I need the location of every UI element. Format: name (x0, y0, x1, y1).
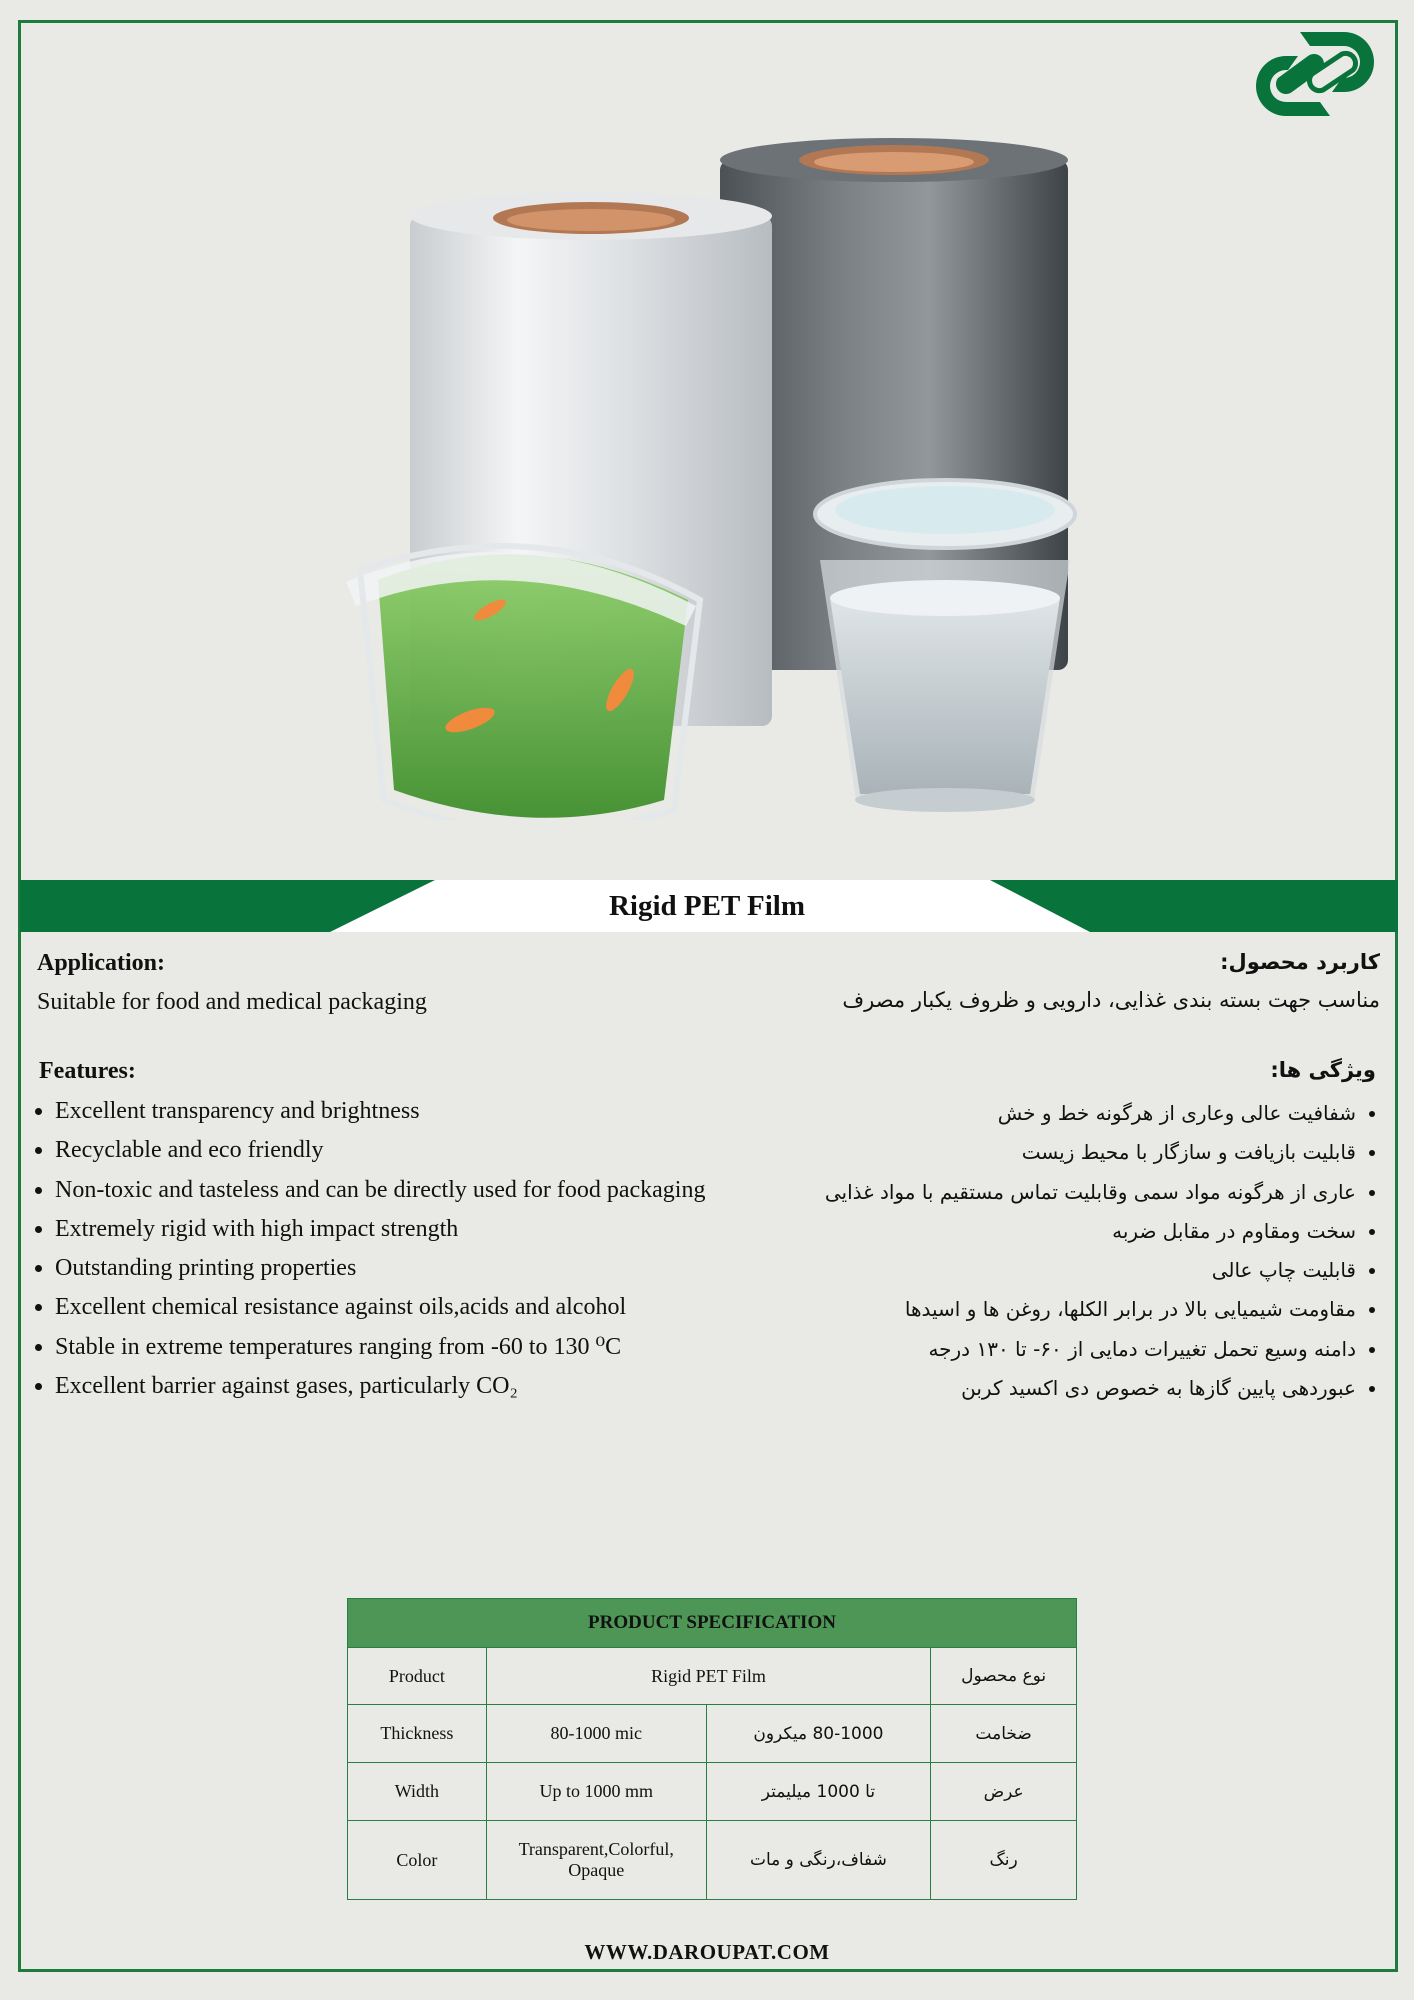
list-item: • Recyclable and eco friendly (55, 1131, 735, 1170)
list-item: • Non-toxic and tasteless and can be directly used for food packaging (55, 1171, 735, 1210)
list-item: • Excellent barrier against gases, particularly CO₂ (55, 1367, 735, 1406)
table-row (348, 1705, 1077, 1763)
website-link[interactable]: WWW.DAROUPAT.COM (584, 1940, 830, 1964)
spec-value-fa: 80-1000 میکرون (706, 1705, 931, 1763)
spec-table-header: PRODUCT SPECIFICATION (348, 1599, 1077, 1648)
spec-label-fa: عرض (931, 1763, 1077, 1821)
list-item: • سخت ومقاوم در مقابل ضربه (736, 1212, 1356, 1251)
application-heading-fa: کاربرد محصول: (1220, 950, 1380, 974)
table-row (348, 1763, 1077, 1821)
spec-label-en: Color (348, 1821, 487, 1900)
pet-film-rolls-and-containers-illustration (330, 130, 1090, 820)
application-heading-en: Application: (37, 950, 166, 976)
list-item: • مقاومت شیمیایی بالا در برابر الکلها، روغن ها و اسیدها (736, 1290, 1356, 1329)
list-item: • عاری از هرگونه مواد سمی وقابلیت تماس مستقیم با مواد غذایی (736, 1173, 1356, 1212)
spec-label-fa: ضخامت (931, 1705, 1077, 1763)
spec-value-en (486, 1821, 706, 1900)
features-list-en (28, 1092, 735, 1406)
list-item: • Excellent chemical resistance against oils,acids and alcohol (55, 1288, 735, 1327)
product-specification-table (347, 1598, 1077, 1900)
spec-value-en: Up to 1000 mm (486, 1763, 706, 1821)
features-heading-fa: ویژگی ها: (1270, 1058, 1376, 1082)
list-item: • دامنه وسیع تحمل تغییرات دمایی از ۶۰- تا ۱۳۰ درجه (736, 1330, 1356, 1369)
spec-value-fa: شفاف،رنگی و مات (706, 1821, 931, 1900)
spec-value: Rigid PET Film (486, 1648, 930, 1705)
features-list-fa (736, 1094, 1382, 1408)
list-item: • Extremely rigid with high impact strength (55, 1210, 735, 1249)
application-text-en: Suitable for food and medical packaging (37, 989, 427, 1015)
spec-label-en: Thickness (348, 1705, 487, 1763)
spec-value-en-line2: Opaque (568, 1860, 625, 1880)
spec-label-en: Product (348, 1648, 487, 1705)
spec-label-fa: نوع محصول (931, 1648, 1077, 1705)
spec-value-en-line1: Transparent,Colorful, (518, 1839, 674, 1859)
list-item: • Outstanding printing properties (55, 1249, 735, 1288)
capsule-logo-icon (1248, 26, 1382, 122)
table-row (348, 1648, 1077, 1705)
spec-value-fa: تا 1000 میلیمتر (706, 1763, 931, 1821)
list-item: • قابلیت چاپ عالی (736, 1251, 1356, 1290)
list-item: • Stable in extreme temperatures ranging from -60 to 130 ⁰C (55, 1328, 735, 1367)
list-item: • شفافیت عالی وعاری از هرگونه خط و خش (736, 1094, 1356, 1133)
spec-label-fa: رنگ (931, 1821, 1077, 1900)
spec-value-en: 80-1000 mic (486, 1705, 706, 1763)
page-title: Rigid PET Film (608, 890, 806, 922)
spec-label-en: Width (348, 1763, 487, 1821)
features-heading-en: Features: (39, 1058, 136, 1084)
table-row (348, 1821, 1077, 1900)
application-text-fa: مناسب جهت بسته بندی غذایی، دارویی و ظروف یکبار مصرف (842, 988, 1380, 1012)
list-item: • Excellent transparency and brightness (55, 1092, 735, 1131)
list-item: • قابلیت بازیافت و سازگار با محیط زیست (736, 1133, 1356, 1172)
list-item: • عبوردهی پایین گازها به خصوص دی اکسید کربن (736, 1369, 1356, 1408)
